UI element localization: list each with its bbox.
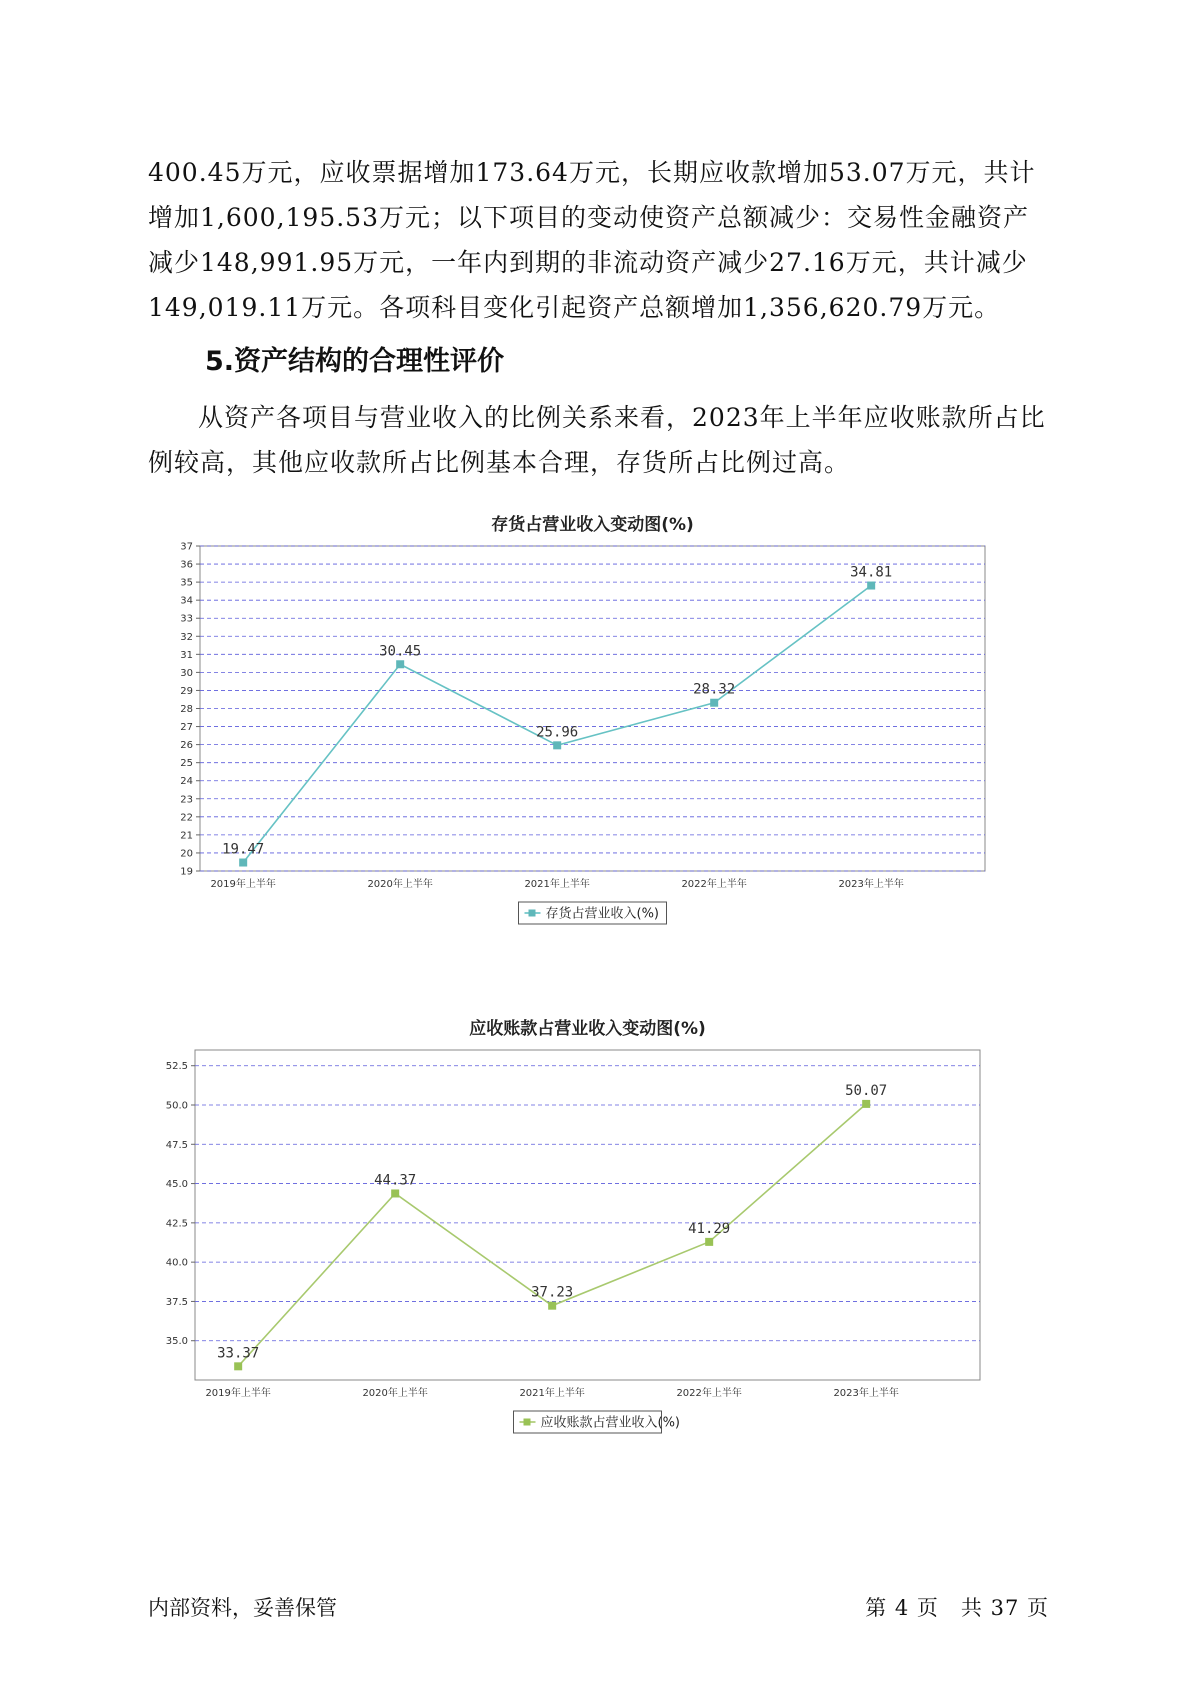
x-tick-label: 2022年上半年 bbox=[676, 1388, 742, 1399]
y-tick-label: 36 bbox=[180, 559, 193, 571]
body-paragraph: 从资产各项目与营业收入的比例关系来看，2023年上半年应收账款所占比例较高，其他应收款所占比例基本合理，存货所占比例过高。 bbox=[148, 403, 1046, 477]
data-label: 41.29 bbox=[688, 1220, 731, 1237]
y-tick-label: 21 bbox=[180, 830, 193, 842]
legend-marker bbox=[529, 910, 536, 917]
y-tick-label: 40.0 bbox=[165, 1257, 188, 1269]
y-tick-label: 35.0 bbox=[165, 1336, 188, 1348]
y-tick-label: 22 bbox=[180, 812, 193, 824]
chart-title: 应收账款占营业收入变动图(%) bbox=[469, 1019, 706, 1039]
inventory-ratio-chart bbox=[160, 512, 1040, 972]
data-point bbox=[548, 1302, 556, 1310]
y-tick-label: 34 bbox=[180, 595, 193, 607]
y-tick-label: 45.0 bbox=[165, 1179, 188, 1191]
y-tick-label: 37.5 bbox=[165, 1296, 188, 1308]
y-tick-label: 20 bbox=[180, 848, 193, 860]
y-tick-label: 50.0 bbox=[165, 1100, 188, 1112]
data-label: 37.23 bbox=[531, 1284, 574, 1301]
x-tick-label: 2022年上半年 bbox=[681, 879, 747, 890]
y-tick-label: 35 bbox=[180, 577, 193, 589]
data-label: 19.47 bbox=[222, 841, 265, 858]
data-label: 28.32 bbox=[693, 681, 736, 698]
data-point bbox=[710, 699, 718, 707]
x-tick-label: 2023年上半年 bbox=[838, 879, 904, 890]
footer-page-number: 第 4 页 共 37 页 bbox=[865, 1596, 1049, 1620]
y-tick-label: 27 bbox=[180, 722, 193, 734]
data-point bbox=[862, 1100, 870, 1108]
data-point bbox=[239, 859, 247, 867]
data-label: 30.45 bbox=[379, 643, 422, 660]
body-paragraph: 400.45万元，应收票据增加173.64万元，长期应收款增加53.07万元，共计增加1,600,195.53万元；以下项目的变动使资产总额减少：交易性金融资产减少148,991.95万元，一年内到期的非流动资产减少27.16万元，共计减少149,019.11万元。各项科目变化引起资产总额增加1,356,620.79万元。 bbox=[148, 158, 1036, 322]
legend-label: 存货占营业收入(%) bbox=[545, 906, 659, 922]
y-tick-label: 24 bbox=[180, 776, 193, 788]
y-tick-label: 47.5 bbox=[165, 1139, 188, 1151]
plot-frame bbox=[195, 1050, 980, 1380]
data-label: 33.37 bbox=[217, 1345, 260, 1362]
x-tick-label: 2020年上半年 bbox=[362, 1388, 428, 1399]
data-point bbox=[553, 741, 561, 749]
x-tick-label: 2023年上半年 bbox=[833, 1388, 899, 1399]
x-tick-label: 2021年上半年 bbox=[524, 879, 590, 890]
x-tick-label: 2019年上半年 bbox=[205, 1388, 271, 1399]
y-tick-label: 19 bbox=[180, 866, 193, 878]
y-tick-label: 37 bbox=[180, 541, 193, 553]
y-tick-label: 26 bbox=[180, 740, 193, 752]
data-point bbox=[234, 1362, 242, 1370]
data-label: 44.37 bbox=[374, 1172, 417, 1189]
data-label: 25.96 bbox=[536, 724, 579, 741]
y-tick-label: 30 bbox=[180, 667, 193, 679]
data-point bbox=[867, 582, 875, 590]
data-point bbox=[391, 1189, 399, 1197]
receivables-ratio-chart bbox=[160, 1016, 1040, 1486]
y-tick-label: 23 bbox=[180, 794, 193, 806]
legend-label: 应收账款占营业收入(%) bbox=[540, 1415, 680, 1431]
y-tick-label: 42.5 bbox=[165, 1218, 188, 1230]
footer-confidential: 内部资料，妥善保管 bbox=[148, 1596, 337, 1620]
y-tick-label: 33 bbox=[180, 613, 193, 625]
y-tick-label: 29 bbox=[180, 685, 193, 697]
legend-marker bbox=[524, 1419, 531, 1426]
y-tick-label: 25 bbox=[180, 758, 193, 770]
series-line bbox=[238, 1104, 866, 1366]
x-tick-label: 2020年上半年 bbox=[367, 879, 433, 890]
y-tick-label: 32 bbox=[180, 631, 193, 643]
y-tick-label: 52.5 bbox=[165, 1061, 188, 1073]
data-label: 34.81 bbox=[850, 564, 893, 581]
x-tick-label: 2019年上半年 bbox=[210, 879, 276, 890]
data-point bbox=[396, 660, 404, 668]
y-tick-label: 31 bbox=[180, 649, 193, 661]
data-point bbox=[705, 1238, 713, 1246]
y-tick-label: 28 bbox=[180, 704, 193, 715]
chart-title: 存货占营业收入变动图(%) bbox=[491, 515, 694, 535]
data-label: 50.07 bbox=[845, 1082, 888, 1099]
x-tick-label: 2021年上半年 bbox=[519, 1388, 585, 1399]
section-heading: 5.资产结构的合理性评价 bbox=[205, 346, 505, 377]
